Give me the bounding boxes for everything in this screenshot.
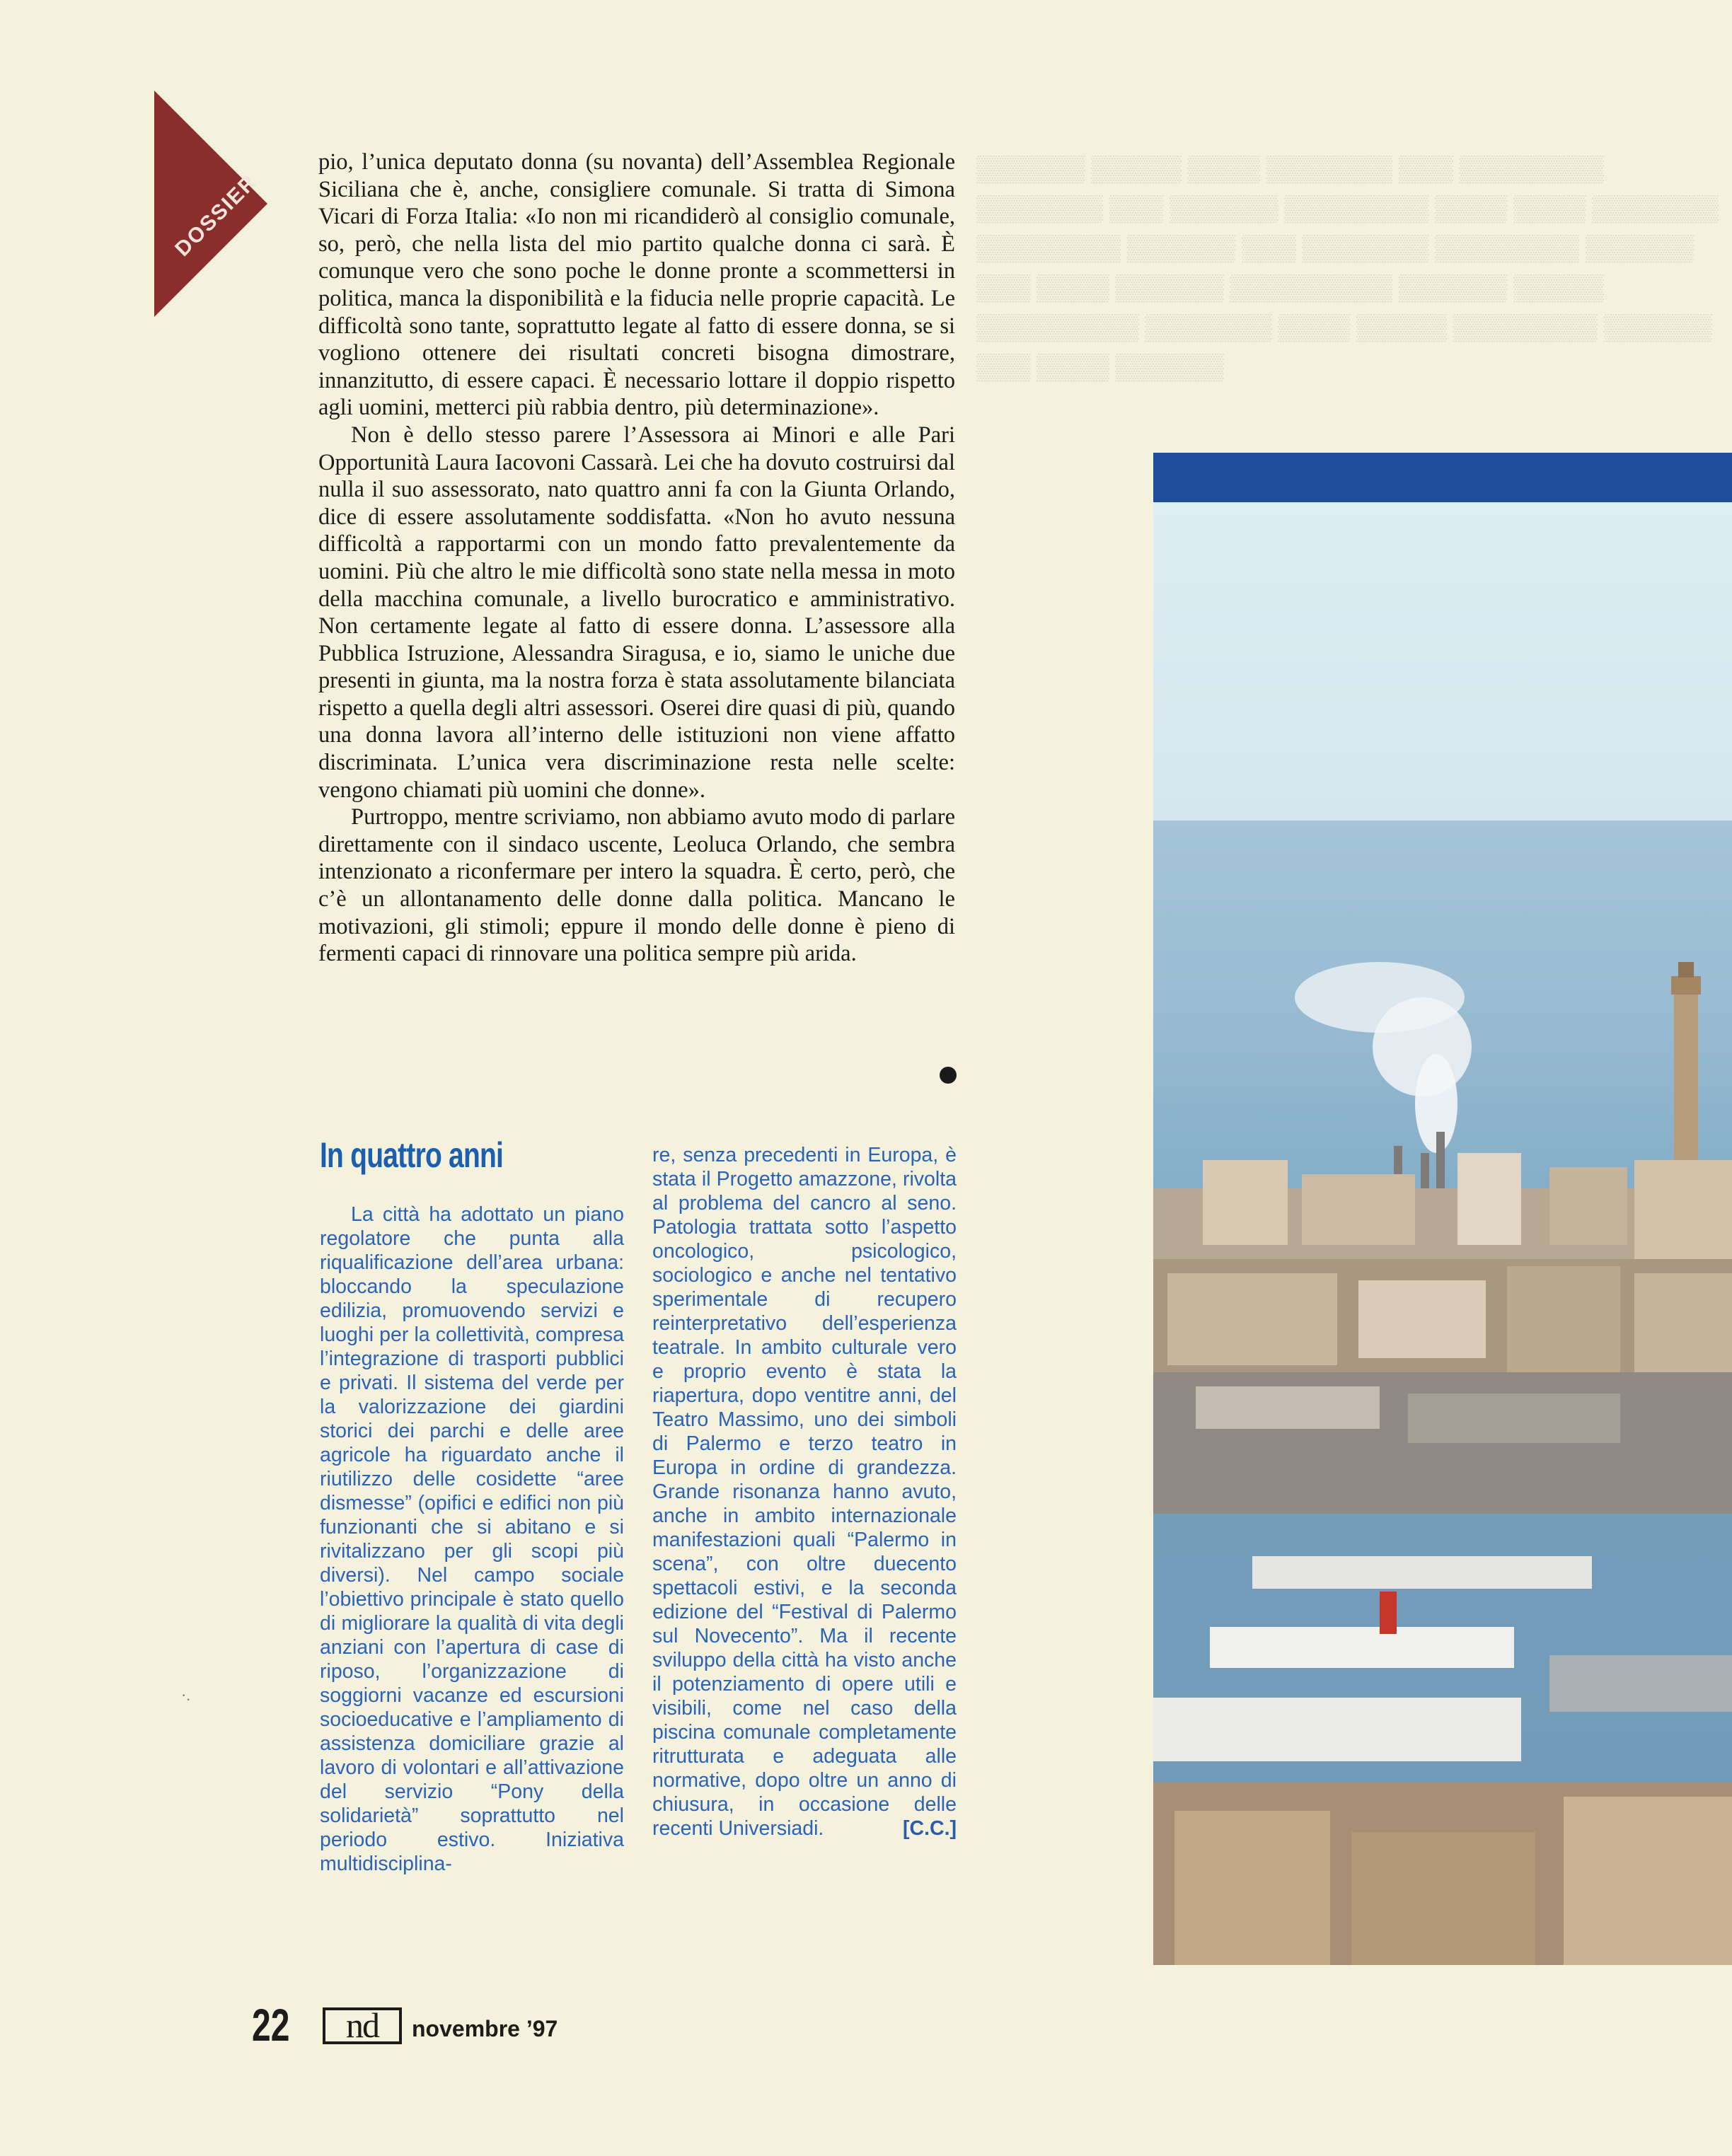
article-end-mark — [940, 1067, 957, 1084]
sidebar-right-text: re, senza precedenti in Europa, è stata il Progetto amazzone, rivolta al problema del cancro al seno. Patologia trattata sotto l’aspetto oncologico, psicologico, sociologico e anche nel tentativo sperimentale di recupero reinterpretativo dell’esperienza teatrale. In ambito culturale vero e proprio evento è stata la riapertura, dopo ventitre anni, del Teatro Massimo, uno dei simboli di Palermo e terzo teatro in Europa in ordine di grandezza. Grande risonanza hanno avuto, anche in ambito internazionale manifestazioni quali “Palermo in scena”, con oltre duecento spettacoli estivi, e la seconda edizione del “Festival di Palermo sul Novecento”. Ma il recente sviluppo della città ha visto anche il potenziamento di opere utili e visibili, come nel caso della piscina comunale completamente ritrutturata e adeguata alle normative, dopo oltre un anno di chiusura, in occasione delle recenti Universiadi. — [652, 1144, 957, 1840]
sidebar-column-right — [652, 1143, 957, 1841]
city-harbor-photo — [1153, 453, 1732, 1965]
sidebar-column-left — [320, 1202, 624, 1876]
dossier-label: DOSSIER — [171, 170, 262, 262]
sidebar-left-text: La città ha adottato un piano regolatore che punta alla riqualificazione dell’area urbana: bloccando la speculazione edilizia, promuovendo servizi e luoghi per la collettività, compresa l’integrazione di trasporti pubblici e privati. Il sistema del verde per la valorizzazione dei giardini storici dei parchi e delle aree agricole ha riguardato anche il riutilizzo delle cosidette “aree dismesse” (opifici e edifici non più funzionanti che si abitano e si rivitalizzano per gli scopi più diversi). Nel campo sociale l’obiettivo principale è stato quello di migliorare la qualità di vita degli anziani con l’apertura di case di riposo, l’organizzazione di soggiorni vacanze ed escursioni socioeducative e l’ampliamento di assistenza domiciliare grazie al lavoro di volontari e all’attivazione del servizio “Pony della solidarietà” soprattutto nel periodo estivo. Iniziativa multidisciplina- — [320, 1203, 624, 1875]
bleed-through-text: ▒▒▒▒▒▒ ▒▒▒▒▒ ▒▒▒▒ ▒▒▒▒▒▒▒ ▒▒▒ ▒▒▒▒▒▒▒▒ ▒▒▒▒▒▒▒ ▒▒▒ ▒▒▒▒▒▒ ▒▒▒▒▒▒▒▒ ▒▒▒▒ ▒▒▒▒ ▒▒▒▒▒▒▒ ▒▒▒▒▒▒▒▒ ▒▒▒▒▒▒ ▒▒▒ ▒▒▒▒▒▒▒ ▒▒▒▒▒▒▒▒ ▒▒▒▒▒▒ ▒▒▒ ▒▒▒▒ ▒▒▒▒▒▒ ▒▒▒▒▒▒▒▒▒ ▒▒▒▒▒▒ ▒▒▒▒▒ ▒▒▒▒▒▒▒▒▒ ▒▒▒▒▒▒▒ ▒▒▒▒ ▒▒▒▒▒ ▒▒▒▒▒▒▒▒ ▒▒▒▒▒▒ ▒▒▒ ▒▒▒▒ ▒▒▒▒▒▒ — [976, 154, 1719, 381]
article-paragraph-1: pio, l’unica deputato donna (su novanta) dell’Assemblea Regionale Siciliana che è, anche, consigliere comunale. Si tratta di Simona Vicari di Forza Italia: «Io non mi ricandiderò al consiglio comunale, so, però, che nella lista del mio partito qualche donna ci sarà. È comunque vero che sono poche le donne pronte a scommettersi in politica, manca la disponibilità e la fiducia nelle proprie capacità. Le difficoltà sono tante, soprattutto legate al fatto di essere donna, se si vogliono ottenere dei risultati concreti bisogna dimostrare, innanzitutto, di essere capaci. È necessario lottare il doppio rispetto agli uomini, metterci più rabbia dentro, più determinazione». — [318, 149, 955, 421]
article-paragraph-3: Purtroppo, mentre scriviamo, non abbiamo avuto modo di parlare direttamente con il sindaco uscente, Leoluca Orlando, che sembra intenzionato a riconfermare per intero la squadra. È certo, però, che c’è un allontanamento delle donne dalla politica. Mancano le motivazioni, gli stimoli; eppure il mondo delle donne è pieno di fermenti capaci di rinnovare una politica sempre più arida. — [318, 804, 955, 967]
article-body — [318, 149, 955, 968]
page-number: 22 — [252, 2000, 290, 2051]
issue-date: novembre ’97 — [412, 2016, 558, 2041]
sidebar-title: In quattro anni — [320, 1135, 504, 1175]
article-paragraph-2: Non è dello stesso parere l’Assessora ai Minori e alle Pari Opportunità Laura Iacovoni Cassarà. Lei che ha dovuto costruirsi dal nulla il suo assessorato, nato quattro anni fa con la Giunta Orlando, dice di essere assolutamente soddisfatta. «Non ho avuto nessuna difficoltà a rapportarmi con un mondo fatto prevalentemente da uomini. Più che altro le mie difficoltà sono state nella messa in moto della macchina comunale, a livello burocratico e amministrativo. Non certamente legate al fatto di essere donna. L’assessore alla Pubblica Istruzione, Alessandra Siragusa, e io, siamo le uniche due presenti in giunta, ma la nostra forza è stata assolutamente bilanciata rispetto a quella degli altri assessori. Oserei dire quasi di più, quando una donna lavora all’interno delle istituzioni non viene affatto discriminata. L’unica vera discriminazione resta nelle scelte: vengono chiamati più uomini che donne». — [318, 422, 955, 803]
magazine-logo: nd — [323, 2007, 402, 2044]
scan-speck: ·. — [181, 1686, 190, 1704]
author-signature: [C.C.] — [903, 1817, 957, 1840]
